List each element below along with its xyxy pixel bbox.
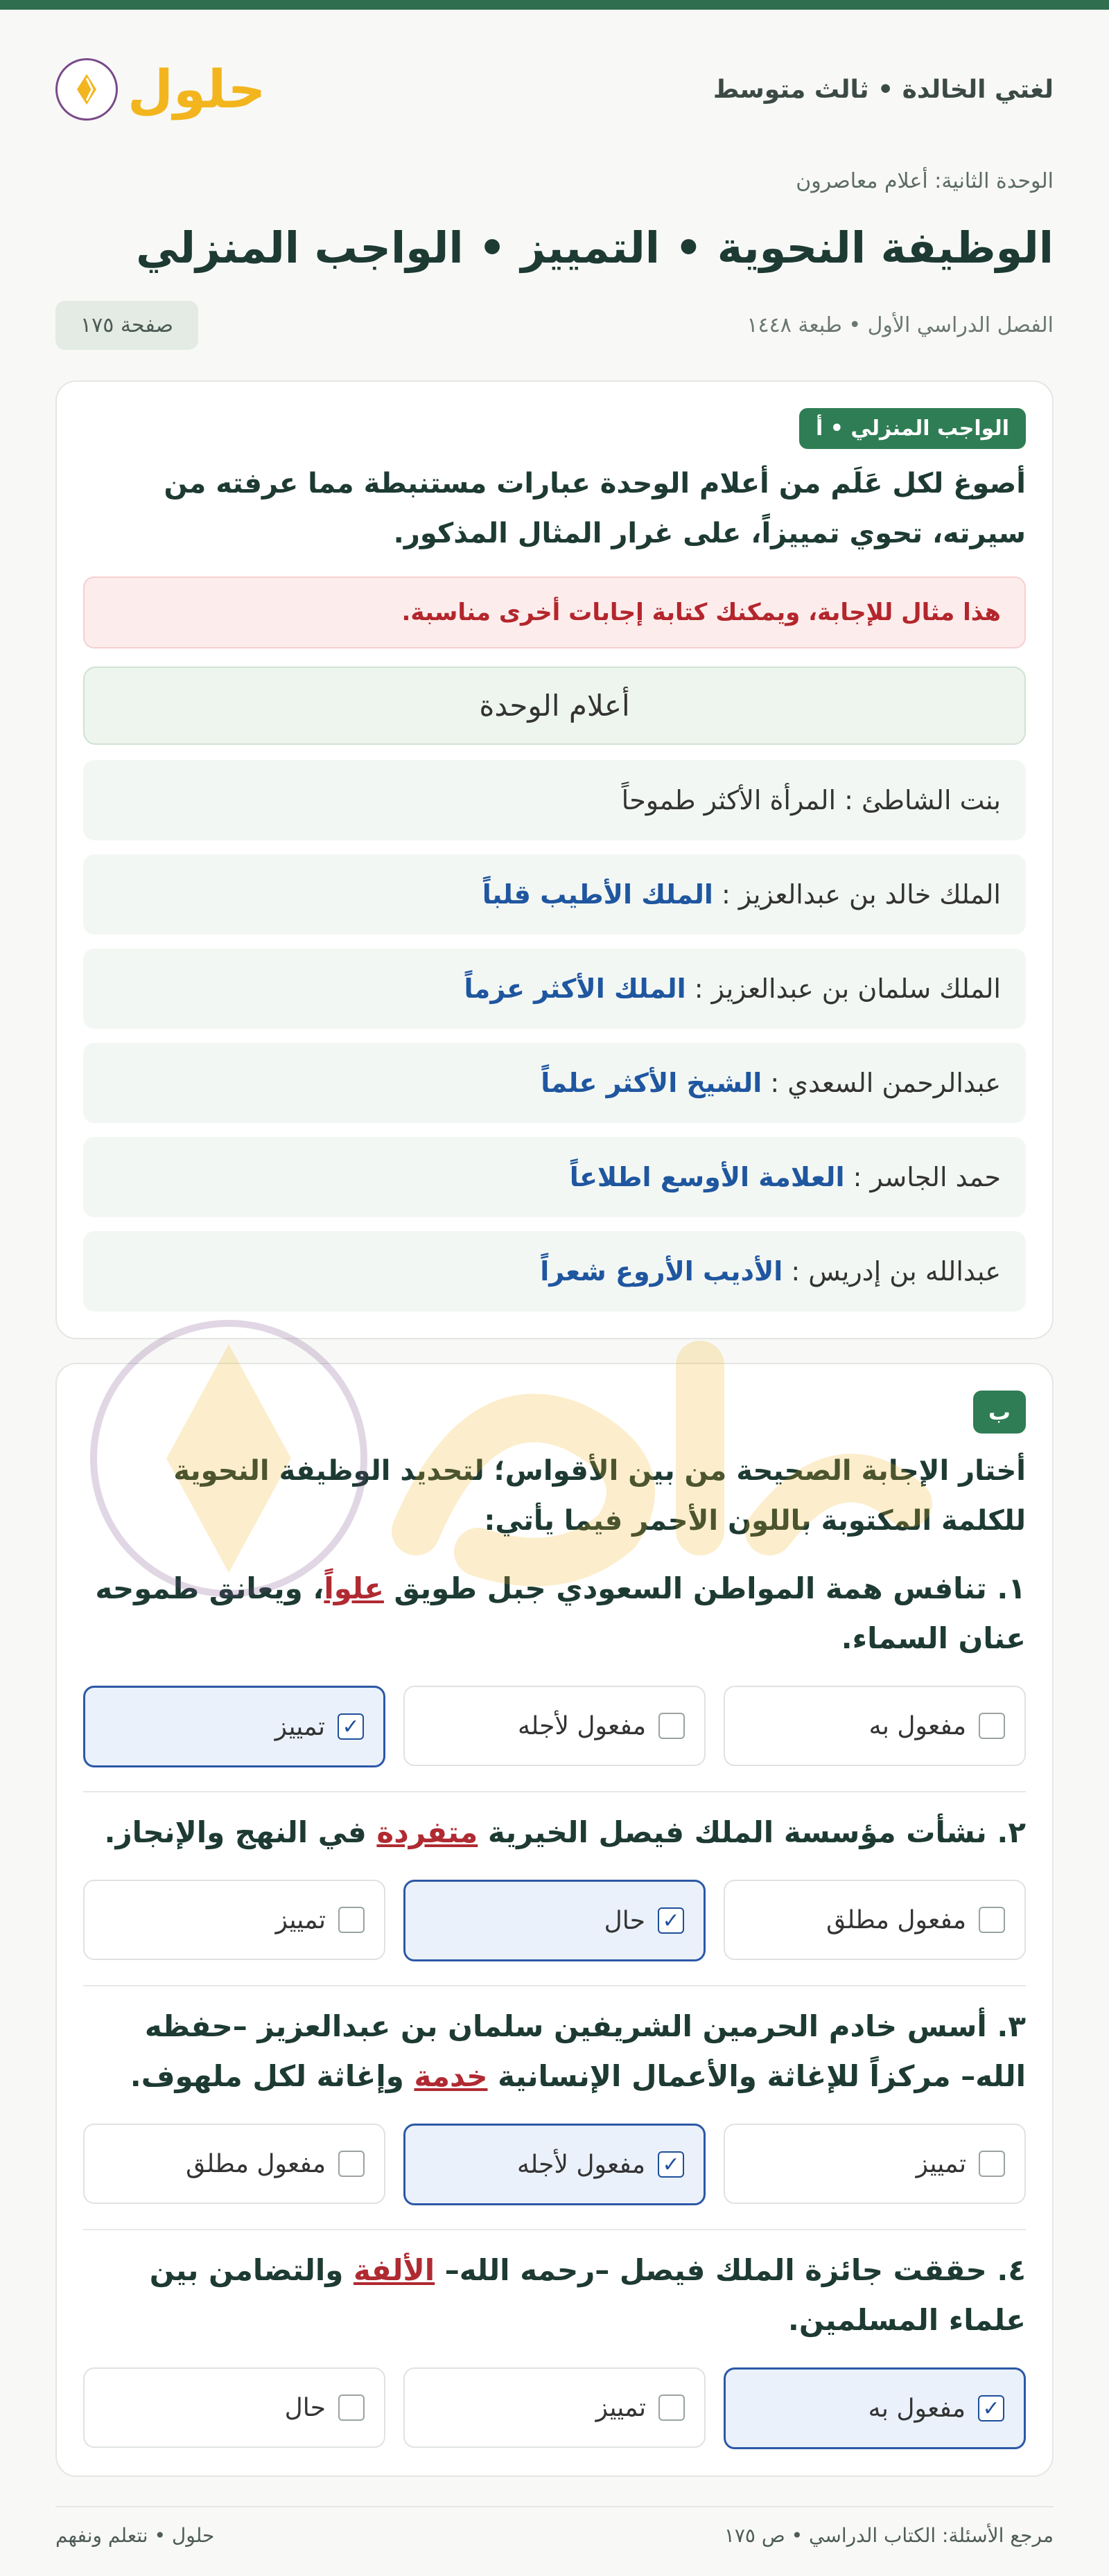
option-label: تمييز [274, 1712, 325, 1741]
figure-answer: الأديب الأروع شعراً [540, 1256, 783, 1287]
option-label: مفعول به [868, 1711, 966, 1740]
option-choice[interactable] [83, 1880, 385, 1960]
question-block [83, 1985, 1026, 2205]
question-post: ، ويعانق طموحه عنان السماء. [95, 1571, 1026, 1655]
question-block [83, 2229, 1026, 2449]
option-choice[interactable] [724, 1686, 1026, 1766]
figure-answer: الملك الأكثر عزماً [464, 973, 686, 1004]
figure-name: بنت الشاطئ : [844, 785, 1001, 815]
divider [83, 1985, 1026, 1986]
option-choice[interactable] [403, 1880, 706, 1961]
checked-checkbox-icon[interactable]: ✓ [978, 2395, 1004, 2421]
checkbox-icon[interactable] [979, 1713, 1005, 1739]
figure-answer: الملك الأطيب قلباً [482, 879, 713, 910]
logo-book-icon [55, 58, 118, 121]
figure-answer: العلامة الأوسع اطلاعاً [569, 1162, 845, 1192]
option-label: مفعول مطلق [826, 1905, 966, 1934]
questions-list [83, 1564, 1026, 2449]
header [55, 10, 1054, 169]
option-label: حال [604, 1906, 645, 1935]
option-choice[interactable] [83, 1686, 385, 1767]
option-label: تمييز [595, 2393, 646, 2422]
divider [83, 1791, 1026, 1792]
section-a-instruction: أصوغ لكل عَلَم من أعلام الوحدة عبارات مستنبطة مما عرفته من سيرته، تحوي تمييزاً، على غرار المثال المذكور. [164, 468, 1026, 549]
question-pre: ٤. حققت جائزة الملك فيصل –رحمه الله– [435, 2253, 1026, 2287]
target-word: الألفة [353, 2253, 435, 2287]
option-choice[interactable] [724, 2367, 1026, 2449]
checkbox-icon[interactable] [658, 1713, 685, 1739]
divider [83, 2229, 1026, 2230]
question-pre: ١. تنافس همة المواطن السعودي جبل طويق [383, 1571, 1026, 1605]
question-block [83, 1791, 1026, 1961]
question-text [83, 2246, 1026, 2345]
option-label: حال [284, 2393, 326, 2422]
figure-name: عبدالله بن إدريس : [791, 1256, 1001, 1287]
option-label: مفعول لأجله [517, 1711, 646, 1740]
page-badge: صفحة ١٧٥ [55, 301, 198, 350]
checkbox-icon[interactable] [338, 2151, 365, 2177]
options-group [83, 1880, 1026, 1961]
homework-a-card [55, 380, 1054, 1339]
figure-name: حمد الجاسر : [853, 1162, 1001, 1192]
section-b-instruction: أختار الإجابة الصحيحة من بين الأقواس؛ لتحديد الوظيفة النحوية للكلمة المكتوبة باللون الأحمر فيما يأتي: [173, 1455, 1026, 1537]
checked-checkbox-icon[interactable]: ✓ [338, 1713, 364, 1740]
checkbox-icon[interactable] [338, 2394, 365, 2421]
question-post: وإغاثة لكل ملهوف. [130, 2059, 414, 2093]
target-word: خدمة [414, 2059, 488, 2093]
figure-row [83, 949, 1026, 1029]
figure-name: عبدالرحمن السعدي : [770, 1068, 1001, 1098]
section-a-tag: الواجب المنزلي • أ [799, 408, 1026, 449]
footer-brand: حلول • نتعلم ونفهم [55, 2524, 215, 2547]
page [0, 10, 1109, 2547]
option-choice[interactable] [724, 2124, 1026, 2204]
options-group [83, 2124, 1026, 2205]
question-text [83, 1564, 1026, 1664]
option-choice[interactable] [83, 2124, 385, 2204]
checkbox-icon[interactable] [979, 1907, 1005, 1933]
figure-row [83, 760, 1026, 840]
edition-meta: الفصل الدراسي الأول • طبعة ١٤٤٨ [746, 313, 1054, 337]
question-text [83, 1808, 1026, 1858]
question-pre: ٣. أسس خادم الحرمين الشريفين سلمان بن عبدالعزيز –حفظه الله– مركزاً للإغاثة والأعمال الإنسانية [144, 2009, 1026, 2093]
checkbox-icon[interactable] [979, 2151, 1005, 2177]
option-label: مفعول مطلق [186, 2149, 326, 2178]
meta-row [55, 301, 1054, 350]
app-title: لغتي الخالدة • ثالث متوسط [713, 75, 1054, 104]
options-group [83, 2367, 1026, 2449]
option-label: مفعول به [868, 2394, 966, 2423]
option-label: تمييز [916, 2149, 966, 2178]
figure-answer: الشيخ الأكثر علماً [541, 1068, 762, 1098]
figure-answer: المرأة الأكثر طموحاً [621, 785, 837, 815]
question-post: في النهج والإنجاز. [104, 1815, 377, 1849]
logo[interactable] [55, 58, 265, 121]
question-post: والتضامن بين علماء المسلمين. [149, 2253, 1026, 2337]
options-group [83, 1686, 1026, 1767]
checked-checkbox-icon[interactable]: ✓ [658, 1907, 684, 1934]
option-choice[interactable] [83, 2367, 385, 2448]
option-label: تمييز [275, 1905, 326, 1934]
question-pre: ٢. نشأت مؤسسة الملك فيصل الخيرية [478, 1815, 1026, 1849]
target-word: متفردة [376, 1815, 478, 1849]
figure-row [83, 1137, 1026, 1217]
target-word: علواً [324, 1571, 384, 1605]
footer-reference: مرجع الأسئلة: الكتاب الدراسي • ص ١٧٥ [724, 2524, 1054, 2547]
figure-row [83, 1043, 1026, 1123]
figures-list [83, 760, 1026, 1312]
column-header: أعلام الوحدة [83, 667, 1026, 745]
checkbox-icon[interactable] [658, 2394, 685, 2421]
figure-name: الملك خالد بن عبدالعزيز : [722, 879, 1001, 910]
option-label: مفعول لأجله [516, 2150, 645, 2179]
figure-name: الملك سلمان بن عبدالعزيز : [694, 973, 1001, 1004]
section-b-tag: ب [973, 1391, 1026, 1433]
page-title: الوظيفة النحوية • التمييز • الواجب المنزلي [136, 222, 1054, 273]
question-text [83, 2002, 1026, 2101]
unit-label: الوحدة الثانية: أعلام معاصرون [796, 169, 1054, 193]
figure-row [83, 854, 1026, 935]
footer [55, 2506, 1054, 2547]
answer-note: هذا مثال للإجابة، ويمكنك كتابة إجابات أخرى مناسبة. [83, 576, 1026, 649]
checked-checkbox-icon[interactable]: ✓ [658, 2151, 684, 2178]
top-accent-bar [0, 0, 1109, 10]
option-choice[interactable] [724, 1880, 1026, 1960]
option-choice[interactable] [403, 1686, 706, 1766]
figure-row [83, 1231, 1026, 1312]
option-choice[interactable] [403, 2367, 706, 2448]
checkbox-icon[interactable] [338, 1907, 365, 1933]
logo-text: حلول [128, 58, 266, 120]
option-choice[interactable] [403, 2124, 706, 2205]
homework-b-card [55, 1363, 1054, 2477]
question-block [83, 1564, 1026, 1767]
